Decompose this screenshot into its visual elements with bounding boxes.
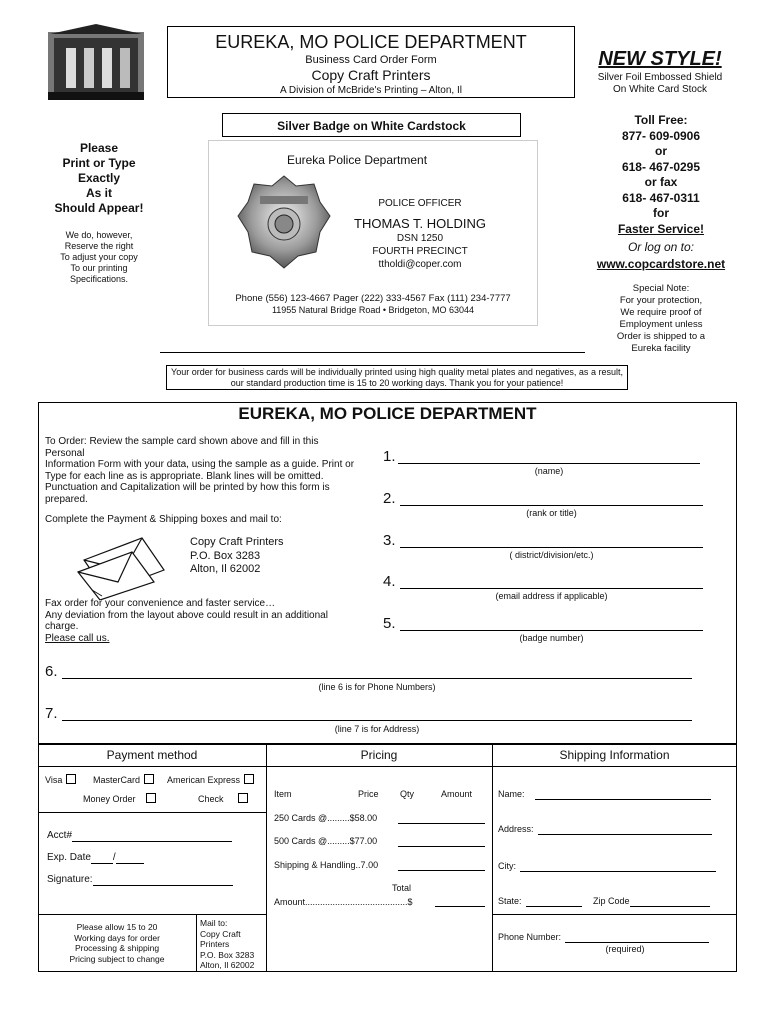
col-price: Price <box>358 789 379 799</box>
acct-label: Acct# <box>47 830 73 841</box>
special-note-3: We require proof of <box>620 307 702 318</box>
courthouse-sketch-icon <box>44 22 148 104</box>
allow-note-1: Please allow 15 to 20 <box>76 922 158 932</box>
shipping-row-input[interactable] <box>398 861 485 871</box>
amex-option[interactable] <box>167 774 254 786</box>
field-1-number: 1. <box>383 448 396 465</box>
allow-note-3: Processing & shipping <box>74 943 160 953</box>
police-badge-icon <box>234 172 334 272</box>
field-5-caption: (badge number) <box>519 633 584 643</box>
ship-city-field[interactable] <box>498 861 716 872</box>
card-address: 11955 Natural Bridge Road • Bridgeton, MO 63044 <box>271 305 475 315</box>
field-4-number: 4. <box>383 573 396 590</box>
shipping-row <box>274 860 378 871</box>
money-order-checkbox[interactable] <box>146 793 156 803</box>
price-row-250-label: 250 Cards @.........$58.00 <box>274 813 378 823</box>
allow-note-2: Working days for order <box>74 932 160 943</box>
field-2-number: 2. <box>383 490 396 507</box>
ship-phone-field[interactable] <box>498 932 709 943</box>
fax-note-2: Any deviation from the layout above could result in an additional <box>45 609 328 621</box>
field-1-input[interactable] <box>398 450 700 464</box>
mail-to-1: Mail to: <box>200 918 228 928</box>
ship-zip-field[interactable] <box>593 896 710 907</box>
instruction-4: Type for each line as is appropriate. Blank lines will be omitted. <box>45 470 324 482</box>
check-checkbox[interactable] <box>238 793 248 803</box>
printer-name: Copy Craft Printers <box>311 67 431 83</box>
instruction-5: Punctuation and Capitalization will be printed by how this form is prepared. <box>45 482 330 505</box>
fax-note-3: charge. <box>45 621 79 632</box>
signature-field[interactable] <box>47 874 233 886</box>
field-5-number: 5. <box>383 615 396 632</box>
form-instructions <box>45 436 375 505</box>
card-department: Eureka Police Department <box>286 153 428 167</box>
card-label: Silver Badge on White Cardstock <box>222 113 521 137</box>
shipping-rule <box>492 914 737 915</box>
toll-free-for: for <box>653 206 669 220</box>
left-note-line-4: As it <box>85 186 112 200</box>
field-1-caption: (name) <box>534 466 564 476</box>
special-note-2: For your protection, <box>619 295 703 306</box>
ship-address-field[interactable] <box>498 824 712 835</box>
new-style-label: NEW STYLE! <box>598 48 722 70</box>
exp-label: Exp. Date <box>47 852 91 863</box>
card-name: THOMAS T. HOLDING <box>354 216 486 231</box>
total-label: Total <box>392 883 412 893</box>
card-precinct: FOURTH PRECINCT <box>372 246 468 257</box>
left-note-body-5: Specifications. <box>69 274 129 284</box>
amount-label: Amount.........................................$ <box>274 897 413 907</box>
left-note-body-2: Reserve the right <box>64 241 134 251</box>
mail-address-1: Copy Craft Printers <box>190 536 284 548</box>
please-call: Please call us. <box>45 632 110 644</box>
amex-checkbox[interactable] <box>244 774 254 784</box>
mastercard-option[interactable] <box>93 774 154 786</box>
logo-image <box>44 22 148 104</box>
instruction-1: To Order: Review the sample card shown above and fill in this <box>45 436 319 447</box>
envelope-image <box>72 530 172 600</box>
amex-label: American Express <box>167 775 241 785</box>
money-order-label: Money Order <box>83 794 136 804</box>
ship-state-field[interactable] <box>498 896 582 907</box>
card-email: ttholdi@coper.com <box>378 259 462 270</box>
field-3-input[interactable] <box>400 534 703 548</box>
faster-service: Faster Service! <box>617 221 705 236</box>
col-item: Item <box>274 789 292 799</box>
special-note-6: Eureka facility <box>631 343 691 354</box>
signature-label: Signature: <box>47 874 93 885</box>
price-row-500-label: 500 Cards @.........$77.00 <box>274 836 378 846</box>
mail-to-2: Copy Craft <box>200 928 241 939</box>
visa-label: Visa <box>45 775 63 785</box>
exp-field[interactable]: Exp. Date / <box>47 852 144 864</box>
toll-free-or-fax: or fax <box>644 175 678 189</box>
card-phones: Phone (556) 123-4667 Pager (222) 333-4567 Fax (111) 234-7777 <box>235 293 511 304</box>
mastercard-label: MasterCard <box>93 775 141 785</box>
mail-to-4: P.O. Box 3283 <box>200 949 255 960</box>
ship-state-label: State: <box>498 896 522 906</box>
production-notice <box>166 365 628 390</box>
divider-line <box>160 352 585 353</box>
ship-zip-label: Zip Code <box>593 896 630 906</box>
left-note-body-1: We do, however, <box>65 230 133 240</box>
left-note-body <box>40 230 158 285</box>
phone-required: (required) <box>605 944 645 954</box>
mail-address <box>190 536 360 577</box>
amount-input[interactable] <box>435 897 485 907</box>
special-note-5: Order is shipped to a <box>616 331 706 342</box>
badge-image <box>234 172 334 272</box>
mail-to-note <box>200 918 264 971</box>
division-line: A Division of McBride's Printing – Alton, Il <box>280 85 462 96</box>
left-note-heading <box>40 141 158 216</box>
special-note <box>590 283 732 355</box>
mail-address-2: P.O. Box 3283 <box>190 549 261 562</box>
col-amount: Amount <box>441 789 473 799</box>
form-title: EUREKA, MO POLICE DEPARTMENT <box>238 404 537 423</box>
check-option[interactable] <box>198 793 248 805</box>
heading-rule <box>38 766 737 767</box>
price-row-250 <box>274 813 377 824</box>
pricing-heading: Pricing <box>360 748 398 762</box>
fax-number: 618- 467-0311 <box>622 190 700 205</box>
left-note-line-3: Exactly <box>77 171 121 185</box>
left-note-body-4: To our printing <box>70 263 128 273</box>
left-note-line-1: Please <box>79 141 119 155</box>
field-7-caption: (line 7 is for Address) <box>334 724 420 734</box>
field-2-caption: (rank or title) <box>526 508 577 518</box>
field-6-number: 6. <box>45 663 58 680</box>
fax-note <box>45 598 375 644</box>
ship-address-label: Address: <box>498 824 534 834</box>
col-qty: Qty <box>400 789 415 799</box>
money-order-option[interactable] <box>83 793 156 805</box>
price-row-500 <box>274 836 377 847</box>
form-name: Business Card Order Form <box>305 54 437 66</box>
field-4-caption: (email address if applicable) <box>495 591 608 601</box>
mastercard-checkbox[interactable] <box>144 774 154 784</box>
price-row-500-input[interactable] <box>398 837 485 847</box>
notice-line-2: our standard production time is 15 to 20 working days. Thank you for your patience! <box>230 378 564 388</box>
field-6-caption: (line 6 is for Phone Numbers) <box>318 682 436 692</box>
ship-name-field[interactable] <box>498 789 711 800</box>
instruction-2: Personal <box>45 447 85 459</box>
field-4-input[interactable] <box>400 575 703 589</box>
ship-name-label: Name: <box>498 789 525 799</box>
ship-city-label: City: <box>498 861 516 871</box>
instruction-3: Information Form with your data, using the sample as a guide. Print or <box>45 459 355 470</box>
mail-to-3: Printers <box>200 939 230 949</box>
col-divider-2 <box>492 744 493 972</box>
payment-rule-1 <box>38 812 266 813</box>
special-note-1: Special Note: <box>632 283 690 294</box>
field-7-number: 7. <box>45 705 58 722</box>
field-6-input[interactable] <box>62 665 692 679</box>
log-on-label: Or log on to: <box>627 240 695 254</box>
payment-rule-2 <box>38 914 266 915</box>
toll-free-number: 877- 609-0906 <box>621 128 701 143</box>
website-link[interactable]: www.copcardstore.net <box>596 257 726 271</box>
new-style-line-2: On White Card Stock <box>613 84 707 95</box>
phone-number: 618- 467-0295 <box>621 159 701 174</box>
check-label: Check <box>198 794 224 804</box>
allow-note <box>44 922 190 964</box>
toll-free-label: Toll Free: <box>634 113 688 127</box>
shipping-row-label: Shipping & Handling..7.00 <box>274 860 379 870</box>
price-row-250-input[interactable] <box>398 814 485 824</box>
special-note-4: Employment unless <box>619 319 703 330</box>
toll-free-or-1: or <box>655 144 667 158</box>
acct-field[interactable] <box>47 830 232 842</box>
contact-toll-free <box>590 113 732 237</box>
field-3-caption: ( district/division/etc.) <box>509 550 594 560</box>
complete-line: Complete the Payment & Shipping boxes and mail to: <box>45 514 282 525</box>
left-note-body-3: To adjust your copy <box>60 252 138 262</box>
notice-line-1: Your order for business cards will be individually printed using high quality metal plates and negatives, as a result, <box>171 367 623 377</box>
field-7-input[interactable] <box>62 707 692 721</box>
visa-option[interactable] <box>45 774 76 786</box>
field-5-input[interactable] <box>400 617 703 631</box>
allow-note-4: Pricing subject to change <box>69 953 165 964</box>
left-note-line-2: Print or Type <box>62 156 136 170</box>
mail-to-5: Alton, Il 62002 <box>200 960 255 970</box>
payment-split <box>196 914 197 972</box>
field-3-number: 3. <box>383 532 396 549</box>
ship-phone-label: Phone Number: <box>498 932 562 942</box>
left-note-line-5: Should Appear! <box>54 201 144 215</box>
payment-heading: Payment method <box>106 748 198 762</box>
col-divider-1 <box>266 744 267 972</box>
field-2-input[interactable] <box>400 492 703 506</box>
card-title: POLICE OFFICER <box>378 198 462 209</box>
card-dsn: DSN 1250 <box>396 233 444 244</box>
envelope-icon <box>72 530 172 600</box>
new-style-line-1: Silver Foil Embossed Shield <box>597 72 723 83</box>
shipping-heading: Shipping Information <box>559 748 670 762</box>
fax-note-1: Fax order for your convenience and faster service… <box>45 598 276 609</box>
mail-address-3: Alton, Il 62002 <box>190 563 261 575</box>
dept-title: EUREKA, MO POLICE DEPARTMENT <box>215 32 527 52</box>
visa-checkbox[interactable] <box>66 774 76 784</box>
